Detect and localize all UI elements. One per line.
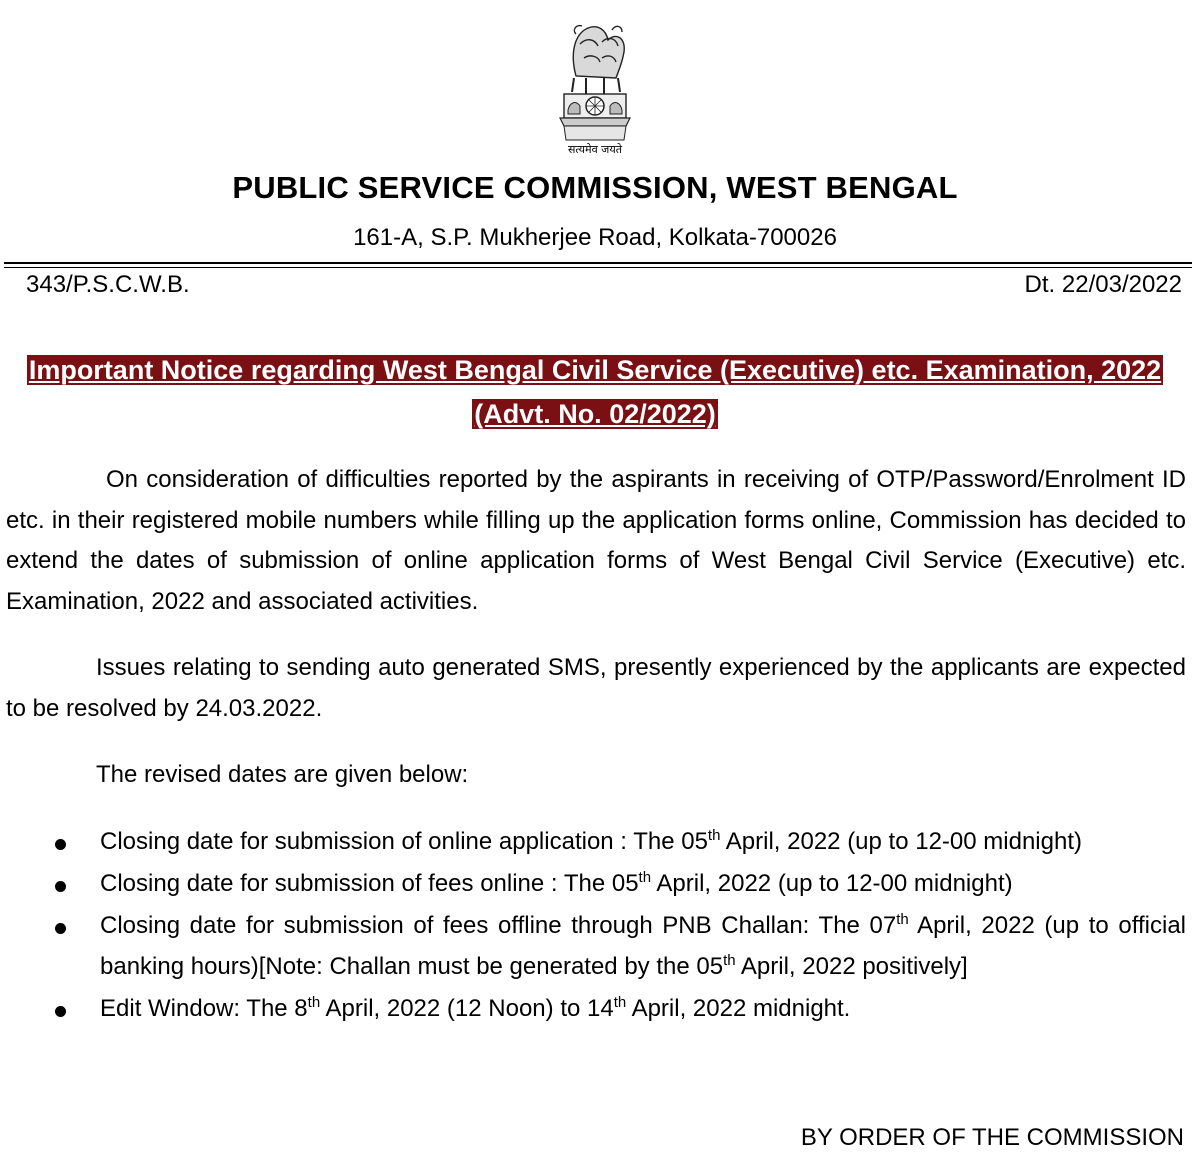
notice-title (0, 348, 1190, 436)
bullet-icon (55, 881, 66, 892)
emblem-motto: सत्यमेव जयते (567, 143, 622, 156)
bullet-icon (55, 839, 66, 850)
list-item: Closing date for submission of fees offline through PNB Challan: The 07th April, 2022 (up to official banking hours)[Note: Challan must be generated by the 05th April, 2022 positively] (0, 906, 1190, 987)
paragraph-1-text: On consideration of difficulties reported by the aspirants in receiving of OTP/Password/Enrolment ID etc. in their registered mobile numbers while filling up the application forms online, Commission has decided to extend the dates of submission of online application forms of West Bengal Civil Service (Executive) etc. Examination, 2022 and associated activities. (6, 466, 1186, 615)
header-divider-thin (4, 267, 1192, 268)
memo-number: 343/P.S.C.W.B. (26, 271, 190, 298)
notice-title-line1: Important Notice regarding West Bengal Civil Service (Executive) etc. Examination, 2022 (28, 355, 1162, 385)
national-emblem (546, 14, 644, 160)
notice-title-line2: (Advt. No. 02/2022) (474, 399, 716, 429)
memo-date: Dt. 22/03/2022 (1024, 271, 1182, 298)
notice-paragraph-3: The revised dates are given below: (96, 761, 469, 788)
organization-name: PUBLIC SERVICE COMMISSION, WEST BENGAL (232, 170, 958, 205)
paragraph-2-text: Issues relating to sending auto generated SMS, presently experienced by the applicants are expected to be resolved by 24.03.2022. (6, 654, 1186, 722)
list-item: Closing date for submission of online application : The 05th April, 2022 (up to 12-00 midnight) (0, 822, 1190, 863)
header-divider (4, 262, 1192, 264)
list-item: Closing date for submission of fees online : The 05th April, 2022 (up to 12-00 midnight) (0, 864, 1190, 905)
organization-address: 161-A, S.P. Mukherjee Road, Kolkata-700026 (353, 224, 837, 251)
notice-paragraph-2 (6, 648, 1186, 729)
bullet-icon (55, 923, 66, 934)
lion-capital-icon (546, 14, 644, 160)
signature-line: BY ORDER OF THE COMMISSION (800, 1124, 1184, 1151)
notice-paragraph-1 (6, 460, 1186, 622)
list-item: Edit Window: The 8th April, 2022 (12 Noon) to 14th April, 2022 midnight. (0, 989, 1190, 1030)
revised-dates-list (0, 822, 1190, 1031)
bullet-icon (55, 1006, 66, 1017)
